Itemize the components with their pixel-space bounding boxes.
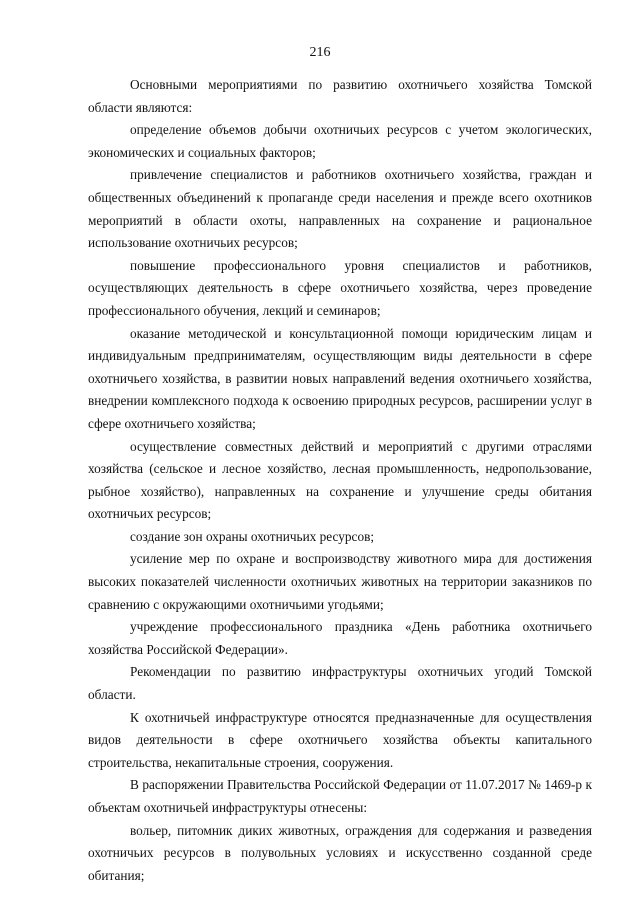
paragraph-list-item: создание зон охраны охотничьих ресурсов; — [130, 528, 375, 544]
document-body — [88, 74, 592, 887]
paragraph-list-item: повышение профессионального уровня специалистов и работников, осуществляющих деятельность в сфере охотничьего хозяйства, через проведение профессионального обучения, лекций и семинаров; — [88, 257, 592, 318]
paragraph-list-item: оказание методической и консультационной помощи юридическим лицам и индивидуальным предпринимателям, осуществляющим виды деятельности в сфере охотничьего хозяйства, в развитии новых направлений ведения охотничьего хозяйства, внедрении комплексного подхода к освоению природных ресурсов, расширении услуг в сфере охотничьего хозяйства; — [88, 325, 592, 431]
paragraph-list-item: усиление мер по охране и воспроизводству животного мира для достижения высоких показателей численности охотничьих животных на территории заказников по сравнению с окружающими охотничьими угодьями; — [88, 551, 592, 612]
paragraph-list-item: привлечение специалистов и работников охотничьего хозяйства, граждан и общественных объединений к пропаганде среди населения и прежде всего охотников мероприятий в области охоты, направленных на сохранение и рациональное использование охотничьих ресурсов; — [88, 167, 592, 251]
paragraph-list-item: вольер, питомник диких животных, ограждения для содержания и разведения охотничьих ресурсов в полувольных условиях и искусственно созданной среде обитания; — [88, 822, 592, 883]
paragraph-list-item: учреждение профессионального праздника «День работника охотничьего хозяйства Российской Федерации». — [88, 619, 592, 657]
paragraph-body: В распоряжении Правительства Российской Федерации от 11.07.2017 № 1469-р к объектам охотничьей инфраструктуры отнесены: — [88, 777, 592, 815]
paragraph-list-item: осуществление совместных действий и мероприятий с другими отраслями хозяйства (сельское и лесное хозяйство, лесная промышленность, недропользование, рыбное хозяйство), направленных на сохранение и улучшение среды обитания охотничьих ресурсов; — [88, 438, 592, 522]
paragraph-list-item: определение объемов добычи охотничьих ресурсов с учетом экологических, экономических и социальных факторов; — [88, 122, 592, 160]
page-number: 216 — [309, 45, 331, 60]
paragraph-intro: Основными мероприятиями по развитию охотничьего хозяйства Томской области являются: — [88, 77, 592, 115]
paragraph-section-heading: Рекомендации по развитию инфраструктуры охотничьих угодий Томской области. — [88, 664, 592, 703]
paragraph-body: К охотничьей инфраструктуре относятся предназначенные для осуществления видов деятельности в сфере охотничьего хозяйства объекты капитального строительства, некапитальные строения, сооружения. — [88, 709, 592, 770]
